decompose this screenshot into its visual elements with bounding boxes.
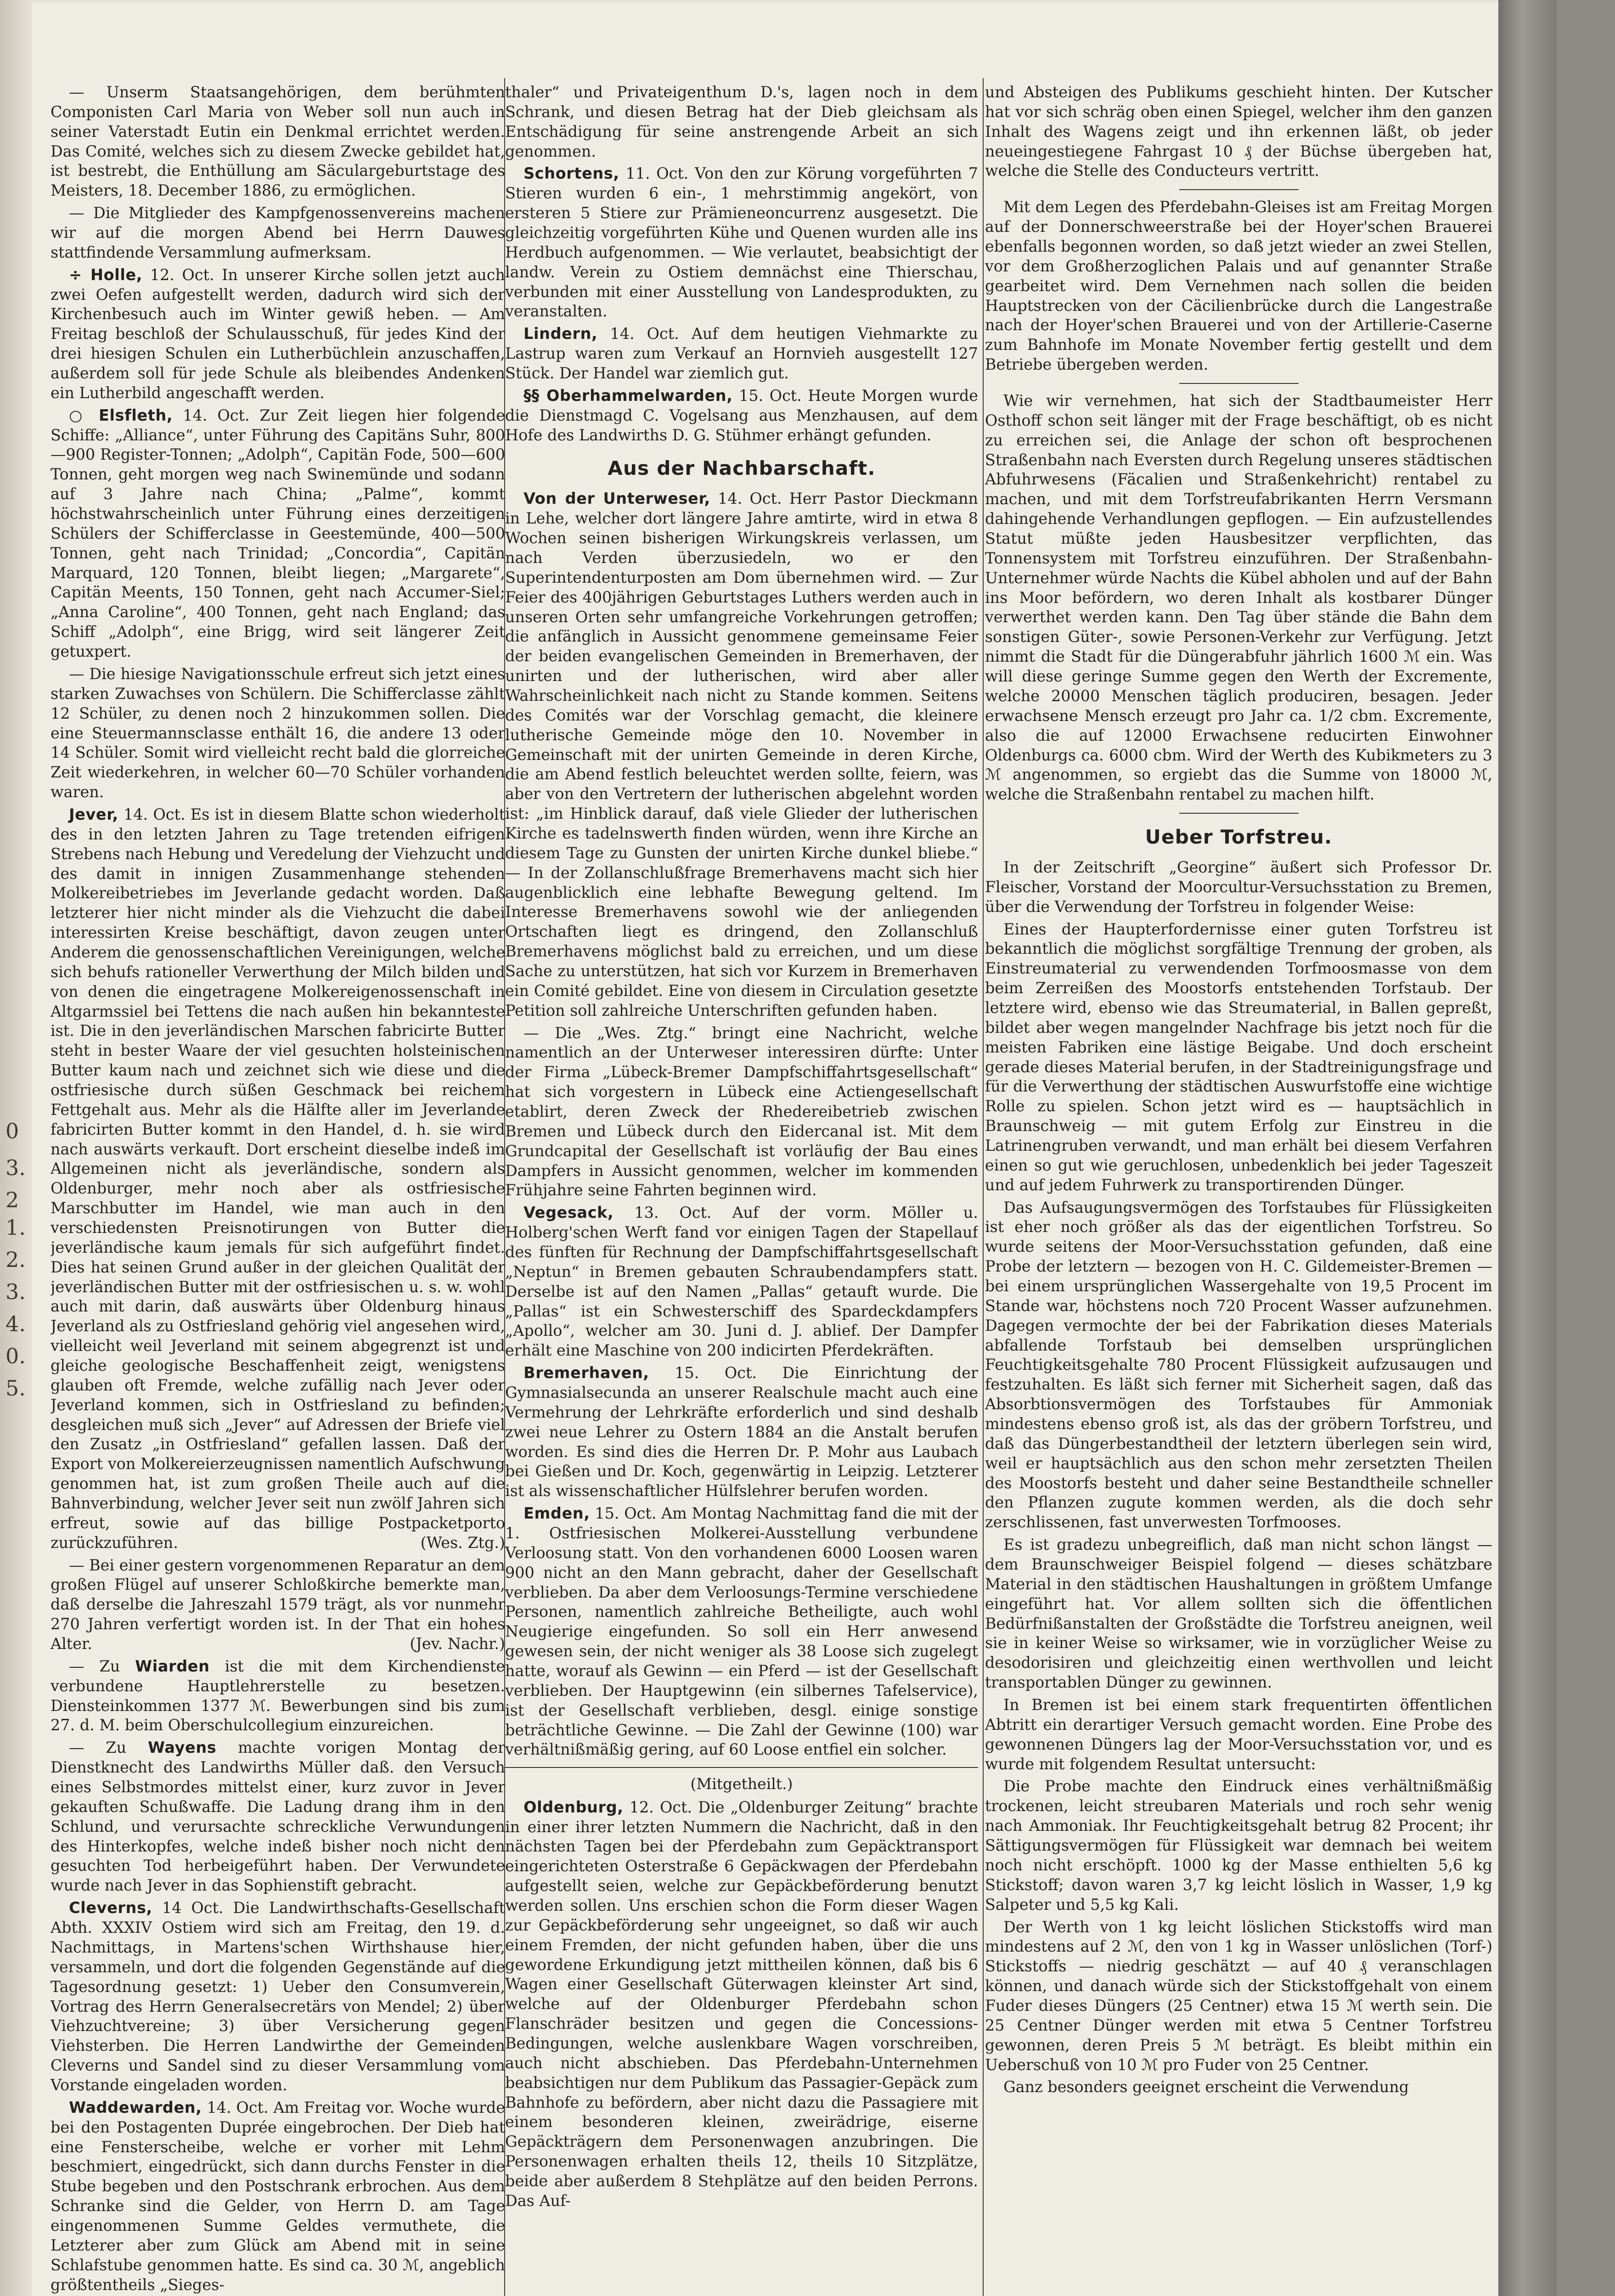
strip-fragment: 5. <box>6 1376 26 1401</box>
article-oldenburg <box>505 1798 978 2211</box>
article-torfstreu-7: Der Werth von 1 kg leicht löslichen Stickstoffs wird man mindestens auf 2 ℳ, den von 1 kg in Wasser unlöslichen (Torf-) Stickstoffs — niedrig geschätzt — auf 40 ₰ veranschlagen können, und danach würde sich der Stickstoffgehalt von einem Fuder dieses Düngers (25 Centner) etwa 15 ℳ werth sein. Die 25 Centner Dünger werden mit etwa 5 Centner Torfstreu gewonnen, deren Preis 5 ℳ beträgt. Es bleibt mithin ein Ueberschuß von 10 ℳ pro Fuder von 25 Centner. <box>985 1918 1492 2074</box>
divider <box>1179 813 1299 814</box>
article-lindern <box>505 324 978 383</box>
article-text: 14. Oct. Zur Zeit liegen hier folgende Schiffe: „Alliance“, unter Führung des Capitäns Suhr, 800—900 Register-Tonnen; „Adolph“, Capitän Fode, 500—600 Tonnen, geht morgen weg nach Swinemünde und sodann auf 3 Jahre nach China; „Palme“, kommt höchstwahrscheinlich unter Führung eines derzeitigen Schülers der Schifferclasse in Geestemünde, 400—500 Tonnen, geht nach Trinidad; „Concordia“, Capitän Marquard, 120 Tonnen, bleibt liegen; „Margarete“, Capitän Meents, 150 Tonnen, geht nach Accumer-Siel; „Anna Caroline“, 400 Tonnen, geht nach England; das Schiff „Adolph“, eine Brigg, wird seit längerer Zeit getuxpert. <box>51 406 505 661</box>
column-1 <box>51 83 505 2296</box>
article-text: ist die mit dem Kirchendienste verbundene Hauptlehrerstelle zu besetzen. Diensteinkommen 1377 ℳ. Bewerbungen sind bis zum 27. d. M. beim Oberschulcollegium einzureichen. <box>51 1657 505 1734</box>
page-edge-shadow <box>1498 0 1557 2296</box>
strip-fragment: 1. <box>6 1215 26 1240</box>
dateline-unterweser: Von der Unterweser, <box>523 490 711 508</box>
article-text: machte vorigen Montag der Dienstknecht des Landwirths Müller daß. den Versuch eines Selbstmordes mittelst einer, kurz zuvor in Jever gekauften Schußwaffe. Die Ladung drang ihm in den Schlund, und verursachte schreckliche Verwundungen des Hinterkopfes, welche indeß bisher noch nicht den gesuchten Tod herbeigeführt haben. Der Verwundete wurde nach Jever in das Sophienstift gebracht. <box>51 1739 505 1895</box>
article-text: 14. Oct. Auf dem heutigen Viehmarkte zu Lastrup waren zum Verkauf an Hornvieh ausgestellt 127 Stück. Der Handel war ziemlich gut. <box>505 325 978 383</box>
dateline-jever: Jever, <box>69 805 118 823</box>
article-text: 14. Oct. Herr Pastor Dieckmann in Lehe, welcher dort längere Jahre amtirte, wird in etwa 8 Wochen seinen bisherigen Wirkungskreis verlassen, um nach Verden überzusiedeln, wo er den Superintendenturposten am Dom übernehmen wird. — Zur Feier des 400jährigen Geburtstages Luthers werden auch in unseren Orten sehr umfangreiche Vorkehrungen getroffen; die anfänglich in Aussicht genommene gemeinsame Feier der beiden evangelischen Gemeinden in Bremerhaven, der unirten und der lutherischen, wird aber aller Wahrscheinlichkeit nach nicht zu Stande kommen. Seitens des Comités war der Vorschlag gemacht, die kleinere lutherische Gemeinde möge den 10. November in Gemeinschaft mit der unirten Gemeinde in deren Kirche, die am Abend festlich beleuchtet werden sollte, feiern, was aber von den Vertretern der lutherischen abgelehnt worden ist: „im Hinblick darauf, daß viele Glieder der lutherischen Kirche es tadelnswerth finden würden, wenn ihre Kirche an diesem Tage zu Gunsten der unirten Kirche dunkel bliebe.“ — In der Zollanschlußfrage Bremerhavens macht sich hier augenblicklich eine lebhafte Bewegung geltend. Im Interesse Bremerhavens sowohl wie der anliegenden Ortschaften liegt es dringend, den Zollanschluß Bremerhavens möglichst bald zu erreichen, und um diese Sache zu unterstützen, hat sich vor Kurzem in Bremerhaven ein Comité gebildet. Eine von diesem in Circulation gesetzte Petition soll zahlreiche Unterschriften gefunden haben. <box>505 490 978 1019</box>
dateline-oldenburg: Oldenburg, <box>523 1798 624 1816</box>
divider <box>1179 383 1299 384</box>
strip-fragment: 2. <box>6 1247 26 1272</box>
article-text: — Bei einer gestern vorgenommenen Reparatur an dem großen Flügel auf unserer Schloßkirche bemerkte man, daß derselbe die Jahreszahl 1579 trägt, als vor nunmehr 270 Jahren verfertigt worden ist. In der That ein hohes Alter. <box>51 1556 505 1653</box>
article-text: 15. Oct. Am Montag Nachmittag fand die mit der 1. Ostfriesischen Molkerei-Ausstellung verbundene Verloosung statt. Von den vorhandenen 6000 Loosen waren 900 nicht an den Mann gebracht, daher der Gesellschaft verblieben. Da aber dem Verloosungs-Termine verschiedene Personen, namentlich zahlreiche Betheiligte, auch wohl Neugierige eingefunden. So soll ein Herr anwesend gewesen sein, der nicht weniger als 38 Loose sich zugelegt hatte, worauf als Gewinn — ein Pferd — ist der Gesellschaft verblieben. Der Hauptgewinn (ein silbernes Tafelservice), ist der Gesellschaft verblieben, desgl. einige sonstige beträchtliche Gewinne. — Die Zahl der Gewinne (100) war verhältnißmäßig gering, auf 60 Loose entfiel ein solcher. <box>505 1504 978 1759</box>
dateline-oberhammelwarden: §§ Oberhammelwarden, <box>523 386 733 405</box>
article-reparatur <box>51 1556 505 1654</box>
article-text: 15. Oct. Die Einrichtung der Gymnasialsecunda an unserer Realschule macht auch eine Vermehrung der Lehrkräfte erforderlich und sind deshalb zwei neue Lehrer zu Ostern 1884 an die Anstalt berufen worden. Es sind dies die Herren Dr. P. Mohr aus Laubach bei Gießen und Dr. Koch, gegenwärtig in Leipzig. Letzterer ist als wissenschaftlicher Hülfslehrer berufen worden. <box>505 1364 978 1500</box>
dateline-waddewarden: Waddewarden, <box>69 2098 202 2116</box>
article-schortens <box>505 164 978 321</box>
article-emden <box>505 1504 978 1760</box>
article-waddewarden <box>51 2098 505 2295</box>
article-jever <box>51 805 505 1553</box>
column-rule <box>983 78 984 2296</box>
source-note: (Wes. Ztg.) <box>420 1533 505 1552</box>
divider <box>505 1767 978 1768</box>
section-heading: Ueber Torfstreu. <box>1145 826 1333 849</box>
dateline-elsfleth: ○ Elsfleth, <box>69 406 173 424</box>
article-torfstreu-1: In der Zeitschrift „Georgine“ äußert sich Professor Dr. Fleischer, Vorstand der Moorcultur-Versuchsstation zu Bremen, über die Verwendung der Torfstreu in folgender Weise: <box>985 858 1492 916</box>
article-text: 14 Oct. Die Landwirthschafts-Gesellschaft Abth. XXXIV Ostiem wird sich am Freitag, den 19. d. Nachmittags, in Martens'schen Wirthshause hier, versammeln, und dort die folgenden Gegenstände auf die Tagesordnung gesetzt: 1) Ueber den Consumverein, Vortrag des Herrn Generalsecretärs von Mendel; 2) über Viehzuchtvereine; 3) über Versicherung gegen Viehsterben. Die Herren Landwirthe der Gemeinden Cleverns und Sandel sind zu dieser Versammlung vom Vorstande eingeladen worden. <box>51 1899 505 2094</box>
article-cleverns <box>51 1898 505 2095</box>
article-vegesack <box>505 1203 978 1361</box>
article-text: 14. Oct. Es ist in diesem Blatte schon wiederholt des in den letzten Jahren zu Tage tretenden eifrigen Strebens nach Hebung und Veredelung der Viehzucht und des damit in innigen Zusammenhange stehenden Molkereibetriebes im Jeverlande gedacht worden. Daß letzterer hier nicht minder als die Viehzucht die dabei interessirten Kreise beschäftigt, davon zeugen unter Anderem die genossenschaftlichen Vereinigungen, welche sich behufs rationeller Verwerthung der Milch bilden und von denen die eingetragene Molkereigenossenschaft in Altgarmssiel bei Tettens die nach außen hin bekannteste ist. Die in den jeverländischen Marschen fabricirte Butter steht in bester Waare der viel gesuchten holsteinischen Butter kaum nach und zeichnet sich wie diese und die ostfriesische durch süßen Geschmack bei reichem Fettgehalt aus. Mehr als die Hälfte aller im Jeverlande fabricirten Butter kommt in den Handel, d. h. sie wird nach auswärts verkauft. Dort erscheint dieselbe indeß im Allgemeinen nicht als jeverländische, sondern als Oldenburger, mehr noch aber als ostfriesische Marschbutter im Handel, wie man auch in den verschiedensten Preisnotirungen von Butter die jeverländische kaum jemals für sich aufgeführt findet. Dies hat seinen Grund außer in der gleichen Qualität der jeverländischen Butter mit der ostfriesischen u. s. w. wohl auch mit darin, daß auswärts über Oldenburg hinaus Jeverland als zu Ostfriesland gehörig viel angesehen wird, vielleicht weil Jeverland mit seinem abgegrenzt ist und gleiche geologische Beschaffenheit zeigt, wenigstens glauben oft Fremde, welche zufällig nach Jever oder Jeverland kommen, sich in Ostfriesland zu befinden; desgleichen muß sich „Jever“ auf Adressen der Briefe viel den Zusatz „in Ostfriesland“ gefallen lassen. Daß der Export von Molkereierzeugnissen namentlich Aufschwung genommen hat, ist zum großen Theile auch auf die Bahnverbindung, welcher Jever seit nun zwölf Jahren sich erfreut, sowie auf das billige Postpacketporto zurückzuführen. <box>51 805 505 1552</box>
column-2 <box>505 83 978 2296</box>
dateline-cleverns: Cleverns, <box>69 1899 152 1917</box>
article-kampfgenossen: — Die Mitglieder des Kampfgenossenvereins machen wir auf die morgen Abend bei Herrn Dauwes stattfindende Versammlung aufmerksam. <box>51 204 505 261</box>
article-text: 11. Oct. Von den zur Körung vorgeführten 7 Stieren wurden 6 ein-, 1 mehrstimmig angekört, von ersteren 5 Stiere zur Prämieneoncurrenz ausgesetzt. Die gleichzeitig vorgeführten Kühe und Quenen wurden alle ins Herdbuch aufgenommen. — Wie verlautet, beabsichtigt der landw. Verein zu Ostiem demnächst eine Thierschau, verbunden mit einer Ausstellung von Landesprodukten, zu veranstalten. <box>505 164 978 321</box>
dateline-lindern: Lindern, <box>523 325 598 343</box>
dateline-holle: ÷ Holle, <box>69 265 143 284</box>
article-torfstreu-6: Die Probe machte den Eindruck eines verhältnißmäßig trockenen, leicht streubaren Materials und roch sehr wenig nach Ammoniak. Ihr Feuchtigkeitsgehalt betrug 82 Procent; ihr Sättigungsvermögen für Flüssigkeit war demnach bei weitem noch nicht erschöpft. 1000 kg der Masse enthielten 5,6 kg Stickstoff; davon waren 3,7 kg leicht löslich in Wasser, 1,9 kg Salpeter und 5,5 kg Kali. <box>985 1777 1492 1913</box>
strip-fragment: 4. <box>6 1311 26 1336</box>
strip-fragment: 0 <box>6 1119 19 1143</box>
article-text: 12. Oct. Die „Oldenburger Zeitung“ brachte in einer ihrer letzten Nummern die Nachricht, daß in den nächsten Tagen bei der Pferdebahn zum Gepäcktransport eingerichteten Osterstraße 6 Gepäckwagen der Pferdebahn aufgestellt seien, welche zur Gepäckbeförderung benutzt werden sollen. Uns erschien schon die Form dieser Wagen zur Gepäckbeförderung sehr ungeeignet, so daß wir auch einem Fremden, der nicht gefunden haben, über die uns gewordene Erkundigung jetzt mittheilen können, daß bis 6 Wagen einer Gesellschaft Güterwagen kleinster Art sind, welche auf der Oldenburger Pferdebahn schon Flanschräder besitzen und gegen die Concessions-Bedingungen, welche auslenkbare Wagen vorschreiben, auch nicht abschieben. Das Pferdebahn-Unternehmen beabsichtigen nur dem Publikum das Passagier-Gepäck zum Bahnhofe zu befördern, aber nicht dazu die Passagiere mit einem besonderen kleinen, zweirädrige, eiserne Gepäckträgern dem Personenwagen anzubringen. Die Personenwagen erhalten theils 12, theils 10 Sitzplätze, beide aber außerdem 8 Stehplätze auf den beiden Perrons. Das Auf- <box>505 1798 978 2210</box>
source-note: (Jev. Nachr.) <box>410 1635 505 1653</box>
article-elsfleth <box>51 406 505 662</box>
article-torfstreu-4: Es ist gradezu unbegreiflich, daß man nicht schon längst — dem Braunschweiger Beispiel folgend — dieses schätzbare Material in den städtischen Haushaltungen in größtem Umfange eingeführt hat. Vor allem sollten sich die öffentlichen Bedürfnißanstalten der Großstädte die Torfstreu aneignen, weil sie in keiner Weise so wirksamer, wie in vorzüglicher Weise zu desodorisiren und gleichzeitig einen werthvollen und leicht transportablen Dünger zu gewinnen. <box>985 1536 1492 1692</box>
dateline-wayens: Wayens <box>148 1739 217 1757</box>
article-wiarden <box>51 1657 505 1735</box>
article-text: — Zu <box>69 1739 127 1757</box>
article-torfstreu-2: Eines der Haupterfordernisse einer guten Torfstreu ist bekanntlich die möglichst sorgfältige Trennung der groben, als Einstreumaterial zu verwendenden Torfmoosmasse von dem beim Zerreißen des Moostorfs entstehenden Torfstaub. Der letztere wird, ebenso wie das Streumaterial, in Ballen gepreßt, bildet aber wegen mangelnder Nachfrage bis jetzt noch für die meisten Fabriken eine lästige Beigabe. Und doch erscheint gerade dieses Material berufen, in der Stadtreinigungsfrage und für die Verwerthung der städtischen Auswurfstoffe eine wichtige Rolle zu spielen. Schon jetzt wird es — hauptsächlich in Braunschweig — mit gutem Erfolg zur Einstreu in die Latrinengruben verwandt, und man erhält bei diesem Verfahren einen so gut wie geruchlosen, unbedenklich bei jeder Tageszeit und auf jedem Fuhrwerk zu transportirenden Dünger. <box>985 920 1492 1194</box>
article-text: 14. Oct. Am Freitag vor. Woche wurde bei den Postagenten Duprée eingebrochen. Der Dieb hat eine Fensterscheibe, welche er vorher mit Lehm beschmiert, eingedrückt, sich dann durchs Fenster in die Stube begeben und den Postschrank erbrochen. Aus dem Schranke sind die Gelder, von Herrn D. am Tage eingenommenen Summe Geldes vermuthete, die Letzterer aber zum Glück am Abend mit in seine Schlafstube genommen hatte. Es sind ca. 30 ℳ, angeblich größtentheils „Sieges- <box>51 2098 505 2294</box>
article-holle <box>51 265 505 403</box>
strip-fragment: 3. <box>6 1279 26 1304</box>
dateline-schortens: Schortens, <box>523 164 619 183</box>
article-text: 15. Oct. Heute Morgen wurde die Dienstmagd C. Vogelsang aus Menzhausen, auf dem Hofe des Landwirths D. G. Stühmer erhängt gefunden. <box>505 386 978 444</box>
article-navigationsschule: — Die hiesige Navigationsschule erfreut sich jetzt eines starken Zuwachses von Schülern. Die Schifferclasse zählt 12 Schüler, zu denen noch 2 hinzukommen sollen. Die eine Steuermannsclasse enthält 16, die andere 13 oder 14 Schüler. Somit wird vielleicht recht bald die glorreiche Zeit wiederkehren, in welcher 60—70 Schüler vorhanden waren. <box>51 664 505 801</box>
adjacent-page-strip <box>0 0 32 2296</box>
article-text: 12. Oct. In unserer Kirche sollen jetzt auch zwei Oefen aufgestellt werden, dadurch wird sich der Kirchenbesuch auch im Winter gewiß heben. — Am Freitag beschloß der Schulausschuß, für jedes Kind der drei hiesigen Schulen ein Lutherbüchlein anzuschaffen, außerdem soll für jede Schule als bleibendes Andenken ein Lutherbild angeschafft werden. <box>51 265 505 402</box>
dateline-vegesack: Vegesack, <box>523 1204 614 1222</box>
article-text: — Zu <box>69 1657 120 1675</box>
dateline-bremerhaven: Bremerhaven, <box>523 1364 649 1382</box>
article-continuation: thaler“ und Privateigenthum D.'s, lagen noch in dem Schrank, und diesen Betrag hat der Dieb gleichsam als Entschädigung für seine anstrengende Arbeit an sich genommen. <box>505 83 978 160</box>
divider <box>1179 189 1299 190</box>
article-bremerhaven <box>505 1363 978 1501</box>
article-oberhammelwarden <box>505 386 978 445</box>
strip-fragment: 0. <box>6 1344 26 1368</box>
article-continuation: und Absteigen des Publikums geschieht hinten. Der Kutscher hat vor sich schräg oben einen Spiegel, welcher ihm den ganzen Inhalt des Wagens zeigt und ihn erkennen läßt, ob jeder neueingestiegene Fahrgast 10 ₰ der Büchse übergeben hat, welche die Stelle des Conducteurs vertritt. <box>985 83 1492 180</box>
column-3 <box>985 83 1492 2296</box>
article-wayens <box>51 1738 505 1896</box>
article-text: 13. Oct. Auf der vorm. Möller u. Holberg'schen Werft fand vor einigen Tagen der Stapellauf des fünften für Rechnung der Dampfschiffahrtsgesellschaft „Neptun“ in Bremen gebauten Schraubendampfers statt. Derselbe ist auf den Namen „Pallas“ getauft wurde. Die „Pallas“ ist ein Schwesterschiff des Spardeckdampfers „Apollo“, welcher am 30. Juni d. J. ablief. Der Dampfer erhält eine Maschine von 200 indicirten Pferdekräften. <box>505 1204 978 1360</box>
article-weser-ztg: — Die „Wes. Ztg.“ bringt eine Nachricht, welche namentlich an der Unterweser interessiren dürfte: Unter der Firma „Lübeck-Bremer Dampfschiffahrtsgesellschaft“ hat sich vorgestern in Lübeck eine Actiengesellschaft etablirt, deren Zweck der Rhedereibetrieb zwischen Bremen und Lübeck durch den Eidercanal ist. Mit dem Grundcapital der Gesellschaft ist vorläufig der Bau eines Dampfers in Aussicht genommen, welcher im kommenden Frühjahre seine Fahrten beginnen wird. <box>505 1024 978 1199</box>
dateline-wiarden: Wiarden <box>135 1657 210 1675</box>
section-heading: Aus der Nachbarschaft. <box>608 457 876 480</box>
article-torfstreu-8: Ganz besonders geeignet erscheint die Verwendung <box>1003 2078 1409 2096</box>
article-stadtbaumeister: Wie wir vernehmen, hat sich der Stadtbaumeister Herr Osthoff schon seit länger mit der Frage beschäftigt, ob es nicht zu erreichen sei, die Anlage der schon oft besprochenen Straßenbahn nach Eversten durch Regelung unseres städtischen Abfuhrwesens (Fäcalien und Straßenkehricht) rentabel zu machen, und mit dem Torfstreufabrikanten Herrn Versmann dahingehende Verhandlungen gepflogen. — Ein aufzustellendes Statut müßte jeden Hausbesitzer verpflichten, das Tonnensystem mit Torfstreu einzuführen. Der Straßenbahn-Unternehmer würde Nachts die Kübel abholen und auf der Bahn ins Moor befördern, wo deren Inhalt als kostbarer Dünger verwerthet werden kann. Den Tag über stände die Bahn dem sonstigen Güter-, sowie Personen-Verkehr zur Verfügung. Jetzt nimmt die Stadt für die Düngerabfuhr jährlich 1600 ℳ ein. Was will diese geringe Summe gegen den Werth der Excremente, welche 20000 Menschen täglich produciren, besagen. Jeder erwachsene Mensch erzeugt pro Jahr ca. 1/2 cbm. Excremente, also die auf 12000 Erwachsene reducirten Einwohner Oldenburgs ca. 6000 cbm. Wird der Werth des Kubikmeters zu 3 ℳ angenommen, so ergiebt das die Summe von 18000 ℳ, welche die Straßenbahn rentabel zu machen hilft. <box>985 392 1492 804</box>
article-torfstreu-3: Das Aufsaugungsvermögen des Torfstaubes für Flüssigkeiten ist eher noch größer als das der eigentlichen Torfstreu. So wurde seitens der Moor-Versuchsstation gefunden, daß eine Probe der letztern — bezogen von H. C. Gildemeister-Bremen — bei einem ursprünglichen Wassergehalte von 19,5 Procent im Stande war, höchstens noch 720 Procent Wasser aufzunehmen. Dagegen vermochte der bei der Fabrikation dieses Materials abfallende Torfstaub bei demselben ursprünglichen Feuchtigkeitsgehalte 780 Procent Flüssigkeit aufzusaugen und festzuhalten. Es läßt sich ferner mit Sicherheit sagen, daß das Absorbtionsvermögen des Torfstaubes für Ammoniak mindestens ebenso groß ist, als das der gröbern Torfstreu, und daß das Düngerbestandtheil der letztern überlegen sein wird, weil er hauptsächlich aus den schon mehr zersetzten Theilen des Moostorfs besteht und daher seine Bestandtheile schneller den Pflanzen zugute kommen werden, als die doch sehr zerschlissenen, fast unverwesten Torfmooses. <box>985 1198 1492 1531</box>
article-weber: — Unserm Staatsangehörigen, dem berühmten Componisten Carl Maria von Weber soll nun auch in seiner Vaterstadt Eutin ein Denkmal errichtet werden. Das Comité, welches sich zu diesem Zwecke gebildet hat, ist bestrebt, die Enthüllung am Säculargeburtstage des Meisters, 18. December 1886, zu ermöglichen. <box>51 83 505 200</box>
strip-fragment: 3. <box>6 1155 26 1180</box>
mitgetheilt-label: (Mitgetheilt.) <box>690 1775 793 1793</box>
article-pferdebahn-gleise: Mit dem Legen des Pferdebahn-Gleises ist am Freitag Morgen auf der Donnerschweerstraße bei der Hoyer'schen Brauerei ebenfalls begonnen worden, so daß jetzt wieder an zwei Stellen, vor dem Großherzoglichen Palais und auf genannter Straße gearbeitet wird. Dem Vernehmen nach sollen die beiden Hauptstrecken von der Cäcilienbrücke durch die Langestraße nach der Hoyer'schen Brauerei und von der Artillerie-Caserne zum Bahnhofe im Monate November fertig gestellt und dem Betriebe übergeben werden. <box>985 198 1492 374</box>
article-unterweser <box>505 489 978 1020</box>
article-torfstreu-5: In Bremen ist bei einem stark frequentirten öffentlichen Abtritt ein derartiger Versuch gemacht worden. Eine Probe des gewonnenen Düngers lag der Moor-Versuchsstation vor, und es wurde mit folgendem Resultat untersucht: <box>985 1696 1492 1773</box>
dateline-emden: Emden, <box>523 1504 590 1523</box>
strip-fragment: 2 <box>6 1187 19 1212</box>
